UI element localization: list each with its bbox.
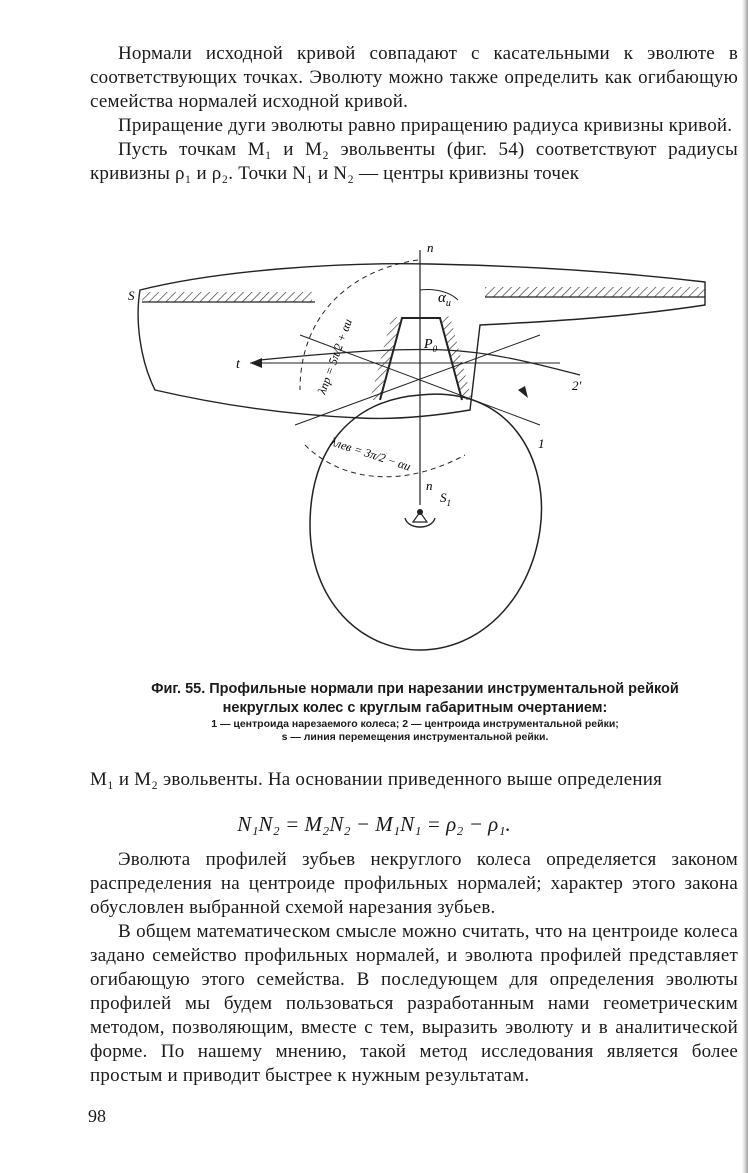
label-s: S <box>128 288 135 303</box>
rack-strip-right <box>485 287 705 297</box>
label-t: t <box>236 357 240 372</box>
label-lambda-right: λпр = 5π/2 + αи <box>314 316 355 397</box>
t-arrow-head <box>250 358 262 368</box>
continuation-text <box>90 768 738 792</box>
paragraph-evolute-law: Эволюта профилей зубьев некруглого колеса определяется законом распределения на центроиде профильных нормалей; характер этого закона обусловлен выбранной схемой нарезания зубьев. <box>90 849 738 918</box>
label-curve-2: 2' <box>572 378 582 393</box>
figure-55-drawing <box>100 240 720 670</box>
label-lambda-left: λлев = 3π/2 − αи <box>329 434 413 474</box>
rack-strip-left <box>142 292 312 302</box>
caption-legend-1: 1 — центроида нарезаемого колеса; 2 — центроида инструментальной рейки; <box>211 718 619 730</box>
page-number: 98 <box>88 1106 106 1126</box>
label-n-top: n <box>427 240 434 255</box>
paragraph-m1-m2-continued: M₁ и M₂ эвольвенты. На основании приведенного выше определения <box>90 769 663 790</box>
label-p0: $P_0$ <box>424 337 438 354</box>
figure-caption <box>120 680 710 744</box>
normal-arrow-head <box>518 386 528 398</box>
label-n-bottom: n <box>426 478 433 493</box>
paragraph-general-sense: В общем математическом смысле можно считать, что на центроиде колеса задано семейство профильных нормалей, и эволюта профилей представляет огибающую этого семейства. В последующем для определения эволюты профилей мы будем пользоваться разработанным нами геометрическим методом, позволяющим, вместе с тем, выразить эволюту и в аналитической форме. По нашему мнению, такой метод исследования является более простым и приводит быстрее к нужным результатам. <box>90 921 738 1086</box>
formula-n1n2: N₁N₂ = M₂N₂ − M₁N₁ = ρ₂ − ρ₁. <box>237 812 511 836</box>
figure-55 <box>100 240 720 670</box>
label-alpha: $\alpha_и$ <box>438 290 451 309</box>
paragraph-evolute-normals: Нормали исходной кривой совпадают с касательными к эволюте в соответствующих точках. Эволюту можно также определить как огибающую семейства нормалей исходной кривой. <box>90 43 738 112</box>
rack-tooth-hatch-right <box>440 316 472 400</box>
label-curve-1: 1 <box>538 436 545 451</box>
page-edge-shadow <box>742 0 748 1173</box>
bottom-text-block <box>90 848 738 1088</box>
paragraph-points-m1-m2: Пусть точкам M₁ и M₂ эвольвенты (фиг. 54) соответствуют радиусы кривизны ρ₁ и ρ₂. Точки N₁ и N₂ — центры кривизны точек <box>90 139 738 184</box>
label-omega: $S_1$ <box>440 490 451 508</box>
paragraph-arc-increment: Приращение дуги эволюты равно приращению радиуса кривизны кривой. <box>118 115 733 136</box>
caption-legend-2: s — линия перемещения инструментальной рейки. <box>281 731 549 743</box>
top-text-block <box>90 42 738 186</box>
caption-title: Фиг. 55. Профильные нормали при нарезании инструментальной рейкой некруглых колес с круглым габаритным очертанием: <box>151 681 679 716</box>
